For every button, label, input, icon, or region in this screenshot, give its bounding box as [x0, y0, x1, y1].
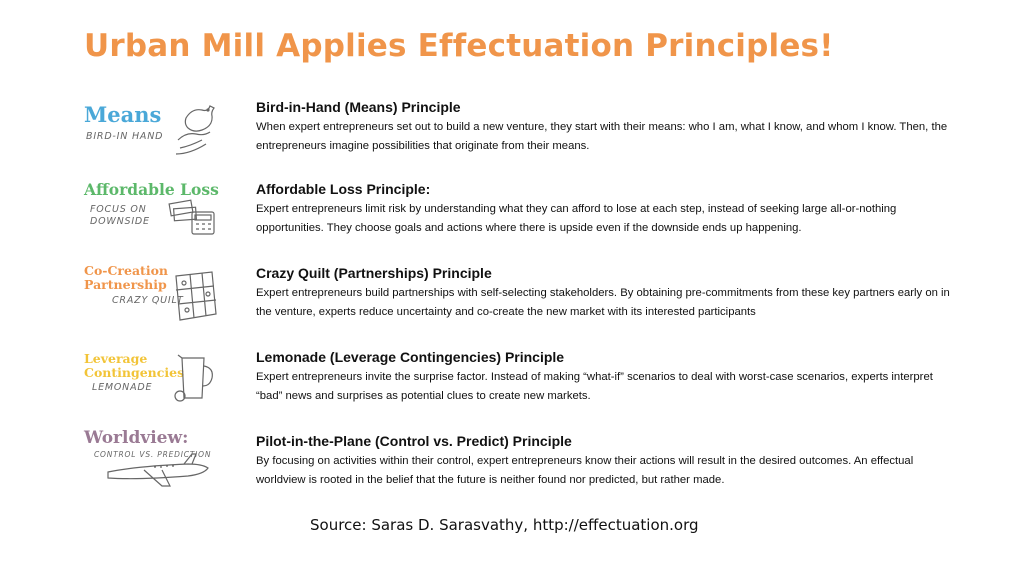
- principle-body: By focusing on activities within their control, expert entrepreneurs know their actions will result in the desired outcomes. An effectual worldview is rooted in the belief that the future is neither found nor predicted, but rather made.: [256, 455, 914, 486]
- principle-heading: Crazy Quilt (Partnerships) Principle: [256, 265, 492, 281]
- money-and-calculator-icon: [164, 194, 220, 240]
- crazy-quilt-icon: [172, 270, 218, 322]
- principle-body: Expert entrepreneurs build partnerships with self-selecting stakeholders. By obtaining pre-commitments from these key partners early on in the venture, experts reduce uncertainty and co-create the new market with its interested participants: [256, 287, 950, 318]
- principle-means: [84, 98, 964, 178]
- principle-lemonade: [84, 348, 964, 428]
- worldview-label: Worldview:: [84, 428, 189, 448]
- principle-body: When expert entrepreneurs set out to build a new venture, they start with their means: who I am, what I know, and whom I know. Then, the entrepreneurs imagine possibilities that originate from their means.: [256, 121, 948, 152]
- principle-text: [256, 432, 956, 490]
- slide-title: Urban Mill Applies Effectuation Principles!: [84, 28, 834, 64]
- contingencies-label: Contingencies: [84, 365, 185, 380]
- means-label: Means: [84, 102, 162, 127]
- principle-text: [256, 180, 956, 238]
- principle-heading: Affordable Loss Principle:: [256, 181, 431, 197]
- principle-text: [256, 264, 956, 322]
- affordable-loss-label: Affordable Loss: [84, 180, 219, 199]
- crazy-quilt-graphic: [84, 264, 224, 334]
- principle-body: Expert entrepreneurs limit risk by understanding what they can afford to lose at each step, instead of seeking large all-or-nothing opportunities. They choose goals and actions where there is upside even if the downside ends up happening.: [256, 203, 897, 234]
- means-graphic: [84, 98, 224, 168]
- affordable-loss-sublabel: FOCUS ON DOWNSIDE: [90, 204, 150, 228]
- means-sublabel: BIRD-IN HAND: [86, 131, 164, 142]
- principle-heading: Lemonade (Leverage Contingencies) Principle: [256, 349, 565, 365]
- leverage-label: Leverage: [84, 351, 148, 366]
- principle-body: Expert entrepreneurs invite the surprise factor. Instead of making “what-if” scenarios to deal with worst-case scenarios, experts interpret “bad” news and surprises as potential clues to create new markets.: [256, 371, 933, 402]
- worldview-sublabel: CONTROL VS. PREDICTION: [94, 450, 212, 459]
- worldview-graphic: [84, 428, 224, 502]
- airplane-icon: [104, 450, 214, 490]
- lemonade-pitcher-icon: [172, 352, 220, 404]
- principle-crazy-quilt: [84, 264, 964, 344]
- lemonade-graphic: [84, 348, 224, 418]
- crazy-quilt-sublabel: CRAZY QUILT: [112, 295, 184, 306]
- lemonade-sublabel: LEMONADE: [92, 382, 153, 393]
- principle-text: [256, 98, 956, 156]
- partnership-label: Partnership: [84, 277, 167, 292]
- source-citation: Source: Saras D. Sarasvathy, http://effectuation.org: [310, 516, 699, 534]
- principle-worldview: [84, 428, 964, 512]
- affordable-loss-graphic: [84, 180, 224, 250]
- principle-heading: Bird-in-Hand (Means) Principle: [256, 99, 461, 115]
- principle-text: [256, 348, 956, 406]
- bird-in-hand-icon: [172, 100, 222, 158]
- principle-heading: Pilot-in-the-Plane (Control vs. Predict) Principle: [256, 433, 572, 449]
- co-creation-label: Co-Creation: [84, 263, 169, 278]
- principle-affordable-loss: [84, 180, 964, 260]
